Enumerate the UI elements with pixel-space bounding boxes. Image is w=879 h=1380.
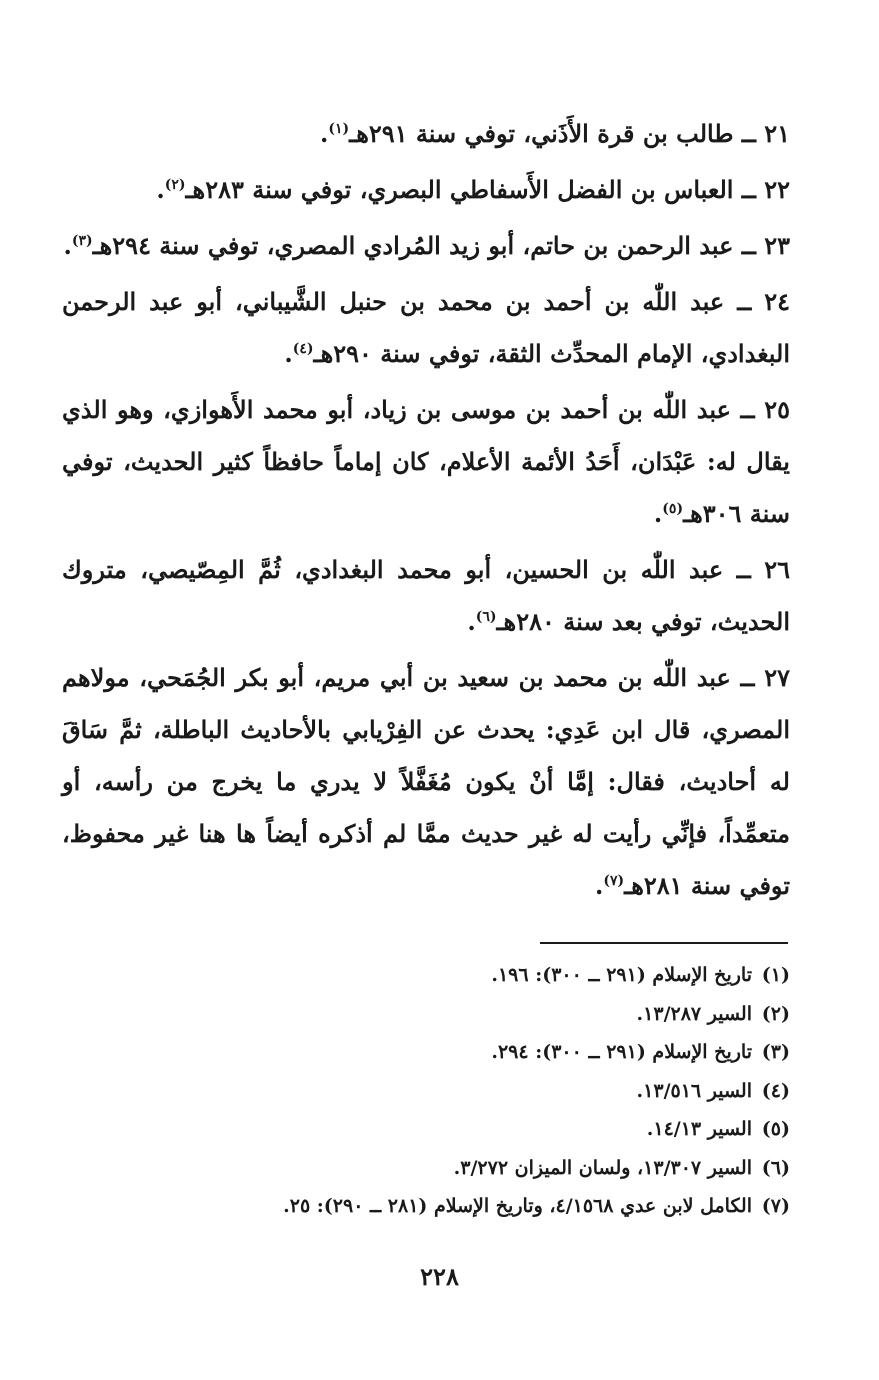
entry-text: ٢١ ــ طالب بن قرة الأَذَني، توفي سنة ٢٩١هـ <box>349 119 790 148</box>
footnotes-list <box>62 956 790 1226</box>
entry-tail: . <box>320 119 329 148</box>
footnote-ref: (٢) <box>164 177 186 193</box>
footnote-7 <box>62 1187 790 1226</box>
entry-tail: . <box>467 607 476 636</box>
footnote-text: تاريخ الإسلام (٢٩١ ــ ٣٠٠): ٢٩٤. <box>491 1041 752 1063</box>
entry-tail: . <box>284 339 293 368</box>
footnote-number: (٦) <box>761 1156 790 1179</box>
entry-tail: . <box>653 499 663 528</box>
footnote-ref: (٦) <box>475 609 497 625</box>
footnote-ref: (٣) <box>71 233 93 249</box>
entry-text: ٢٤ ــ عبد اللّٰه بن أحمد بن محمد بن حنبل الشَّيباني، أبو عبد الرحمن البغدادي، الإمام المحدِّث الثقة، توفي سنة ٢٩٠هـ <box>62 287 790 368</box>
footnote-text: تاريخ الإسلام (٢٩١ ــ ٣٠٠): ١٩٦. <box>491 964 752 986</box>
footnote-text: الكامل لابن عدي ٤/١٥٦٨، وتاريخ الإسلام (٢٨١ ــ ٢٩٠): ٢٥. <box>283 1195 752 1217</box>
entry-25 <box>62 384 790 540</box>
entry-24 <box>62 276 790 380</box>
footnote-ref: (٤) <box>292 341 314 357</box>
entries-list <box>62 108 790 916</box>
footnote-text: السير ١٣/٢٨٧. <box>636 1002 752 1025</box>
entry-21 <box>62 108 790 160</box>
entry-text: ٢٢ ــ العباس بن الفضل الأَسفاطي البصري، توفي سنة ٢٨٣هـ <box>185 175 790 204</box>
entry-text: ٢٥ ــ عبد اللّٰه بن أحمد بن موسى بن زياد، أبو محمد الأَهوازي، وهو الذي يقال له: عَبْدَان، أَحَدُ الأئمة الأعلام، كان إماماً حافظاً كثير الحديث، توفي سنة ٣٠٦هـ <box>62 395 790 528</box>
footnote-ref: (١) <box>328 121 350 137</box>
footnote-6 <box>62 1149 790 1188</box>
page-number: ٢٢٨ <box>420 1262 459 1291</box>
footnote-ref: (٥) <box>662 501 684 517</box>
entry-text: ٢٧ ــ عبد اللّٰه بن محمد بن سعيد بن أبي مريم، أبو بكر الجُمَحي، مولاهم المصري، قال ابن عَدِي: يحدث عن الفِرْيابي بالأحاديث الباطلة، ثمَّ سَاقَ له أحاديث، فقال: إمَّا أنْ يكون مُغَفَّلاً لا يدري ما يخرج من رأسه، أو متعمِّداً، فإنِّي رأيت له غير حديث ممَّا لم أذكره أيضاً ها هنا غير محفوظ، توفي سنة ٢٨١هـ <box>62 663 790 900</box>
footnote-number: (٥) <box>761 1118 790 1140</box>
footnote-text: السير ١٣/٣٠٧، ولسان الميزان ٣/٢٧٢. <box>453 1156 752 1179</box>
footnote-5 <box>62 1110 790 1149</box>
entry-22 <box>62 164 790 216</box>
footnote-4 <box>62 1072 790 1111</box>
entry-text: ٢٦ ــ عبد اللّٰه بن الحسين، أبو محمد البغدادي، ثُمَّ المِصّيصي، متروك الحديث، توفي بعد سنة ٢٨٠هـ <box>62 555 790 636</box>
entry-27 <box>62 652 790 912</box>
footnote-ref: (٧) <box>603 873 625 889</box>
entry-tail: . <box>595 871 604 900</box>
footnote-text: السير ١٣/٥١٦. <box>636 1079 752 1102</box>
footnote-1 <box>62 956 790 995</box>
footnote-number: (١) <box>761 964 790 986</box>
footnote-number: (٤) <box>761 1079 790 1102</box>
entry-tail: . <box>156 175 165 204</box>
entry-tail: . <box>63 231 72 260</box>
footnote-2 <box>62 995 790 1034</box>
footnote-3 <box>62 1033 790 1072</box>
footnote-divider <box>540 942 788 944</box>
entry-23 <box>62 220 790 272</box>
footnote-number: (٣) <box>761 1041 790 1063</box>
footnote-text: السير ١٤/١٣. <box>646 1118 752 1140</box>
footnote-number: (٢) <box>761 1002 790 1025</box>
entry-text: ٢٣ ــ عبد الرحمن بن حاتم، أبو زيد المُرادي المصري، توفي سنة ٢٩٤هـ <box>92 231 790 260</box>
footnote-number: (٧) <box>761 1195 790 1217</box>
entry-26 <box>62 544 790 648</box>
